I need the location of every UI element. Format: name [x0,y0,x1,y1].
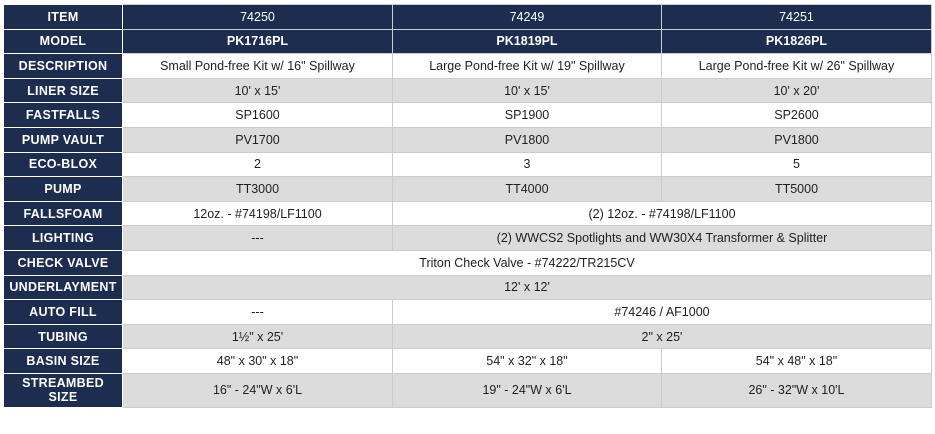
row-label-model: MODEL [4,29,123,54]
row-label-item: ITEM [4,5,123,30]
row-label-streambed-line1: STREAMBED [22,376,104,391]
cell-pump-3: TT5000 [662,177,932,202]
cell-basin-size-1: 48" x 30" x 18" [123,349,393,374]
cell-pump-vault-3: PV1800 [662,127,932,152]
row-label-pump: PUMP [4,177,123,202]
cell-tubing-1: 1½" x 25' [123,324,393,349]
cell-eco-blox-3: 5 [662,152,932,177]
cell-pump-vault-2: PV1800 [393,127,662,152]
table-row-eco-blox [4,152,932,177]
table-row-item [4,5,932,30]
table-row-tubing [4,324,932,349]
cell-fastfalls-3: SP2600 [662,103,932,128]
table-row-pump [4,177,932,202]
cell-fallsfoam-2-3: (2) 12oz. - #74198/LF1100 [393,201,932,226]
row-label-streambed-line2: SIZE [48,390,78,405]
row-label-pump-vault: PUMP VAULT [4,127,123,152]
cell-tubing-2-3: 2" x 25' [393,324,932,349]
row-label-eco-blox: ECO-BLOX [4,152,123,177]
cell-eco-blox-1: 2 [123,152,393,177]
table-row-check-valve [4,250,932,275]
cell-description-2: Large Pond-free Kit w/ 19" Spillway [393,54,662,79]
cell-item-74249: 74249 [393,5,662,30]
row-label-description: DESCRIPTION [4,54,123,79]
cell-description-3: Large Pond-free Kit w/ 26" Spillway [662,54,932,79]
table-row-fallsfoam [4,201,932,226]
row-label-auto-fill: AUTO FILL [4,300,123,325]
cell-model-1: PK1716PL [123,29,393,54]
cell-basin-size-3: 54" x 48" x 18" [662,349,932,374]
cell-liner-size-1: 10' x 15' [123,78,393,103]
cell-description-1: Small Pond-free Kit w/ 16" Spillway [123,54,393,79]
table-row-lighting [4,226,932,251]
cell-liner-size-3: 10' x 20' [662,78,932,103]
pond-kit-spec-table [3,4,932,408]
cell-fastfalls-2: SP1900 [393,103,662,128]
cell-model-3: PK1826PL [662,29,932,54]
cell-item-74251: 74251 [662,5,932,30]
table-row-model [4,29,932,54]
cell-item-74250: 74250 [123,5,393,30]
cell-streambed-size-3: 26" - 32"W x 10'L [662,373,932,407]
row-label-fastfalls: FASTFALLS [4,103,123,128]
cell-auto-fill-1: --- [123,300,393,325]
cell-lighting-1: --- [123,226,393,251]
cell-fallsfoam-1: 12oz. - #74198/LF1100 [123,201,393,226]
cell-eco-blox-2: 3 [393,152,662,177]
row-label-lighting: LIGHTING [4,226,123,251]
cell-check-valve-all: Triton Check Valve - #74222/TR215CV [123,250,932,275]
cell-basin-size-2: 54" x 32" x 18" [393,349,662,374]
row-label-underlayment: UNDERLAYMENT [4,275,123,300]
cell-pump-1: TT3000 [123,177,393,202]
table-row-streambed-size [4,373,932,407]
row-label-streambed-size [4,373,123,407]
cell-liner-size-2: 10' x 15' [393,78,662,103]
table-row-liner-size [4,78,932,103]
cell-model-2: PK1819PL [393,29,662,54]
cell-pump-vault-1: PV1700 [123,127,393,152]
cell-fastfalls-1: SP1600 [123,103,393,128]
cell-auto-fill-2-3: #74246 / AF1000 [393,300,932,325]
spec-table-container [3,4,931,408]
row-label-fallsfoam: FALLSFOAM [4,201,123,226]
cell-streambed-size-2: 19" - 24"W x 6'L [393,373,662,407]
table-row-fastfalls [4,103,932,128]
table-row-pump-vault [4,127,932,152]
row-label-tubing: TUBING [4,324,123,349]
cell-pump-2: TT4000 [393,177,662,202]
cell-underlayment-all: 12' x 12' [123,275,932,300]
row-label-basin-size: BASIN SIZE [4,349,123,374]
cell-lighting-2-3: (2) WWCS2 Spotlights and WW30X4 Transformer & Splitter [393,226,932,251]
table-row-description [4,54,932,79]
row-label-liner-size: LINER SIZE [4,78,123,103]
table-row-basin-size [4,349,932,374]
table-row-auto-fill [4,300,932,325]
row-label-check-valve: CHECK VALVE [4,250,123,275]
cell-streambed-size-1: 16" - 24"W x 6'L [123,373,393,407]
table-row-underlayment [4,275,932,300]
